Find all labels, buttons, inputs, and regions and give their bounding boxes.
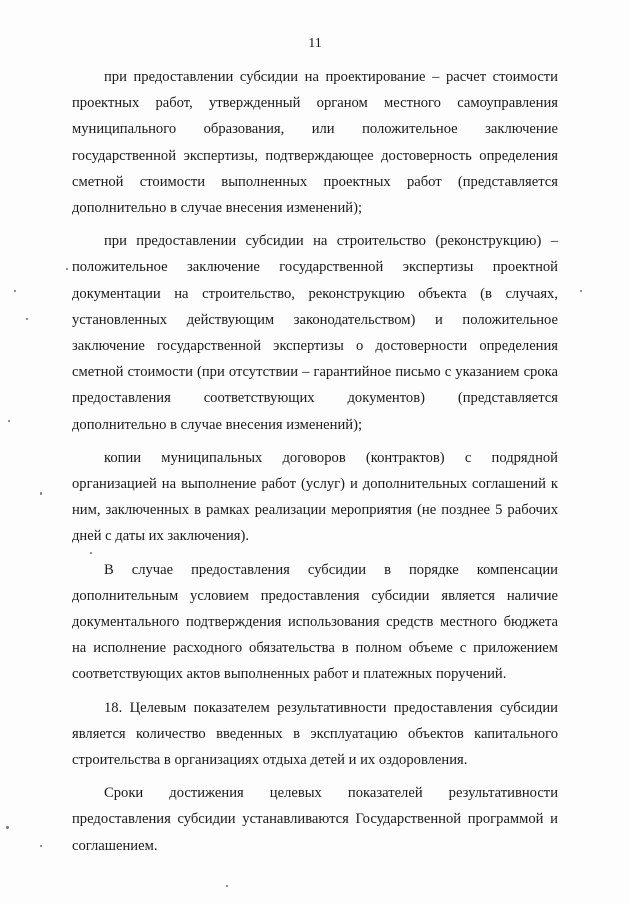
scan-speck [66, 268, 68, 270]
paragraph-target-indicator: 18. Целевым показателем результативности предоставления субсидии является количество введенных в эксплуатацию объектов капитального строительства в организациях отдыха детей и их оздоровления. [72, 699, 558, 769]
page-number: 11 [308, 36, 322, 51]
scan-speck [14, 290, 16, 292]
scan-speck [40, 492, 42, 495]
paragraph-deadlines: Сроки достижения целевых показателей результативности предоставления субсидии устанавливаются Государственной программой и соглашением. [72, 785, 558, 854]
scan-speck [90, 552, 92, 554]
paragraph-contract-copies: копии муниципальных договоров (контрактов) с подрядной организацией на выполнение работ (услуг) и дополнительных соглашений к ним, заключенных в рамках реализации мероприятия (не позднее 5 рабочих дней с даты их заключения). [72, 449, 558, 545]
scan-speck [40, 845, 42, 847]
paragraph-construction-subsidy: при предоставлении субсидии на строительство (реконструкцию) – положительное заключение государственной экспертизы проектной документации на строительство, реконструкцию объекта (в случаях, установленных действующим законодательством) и положительное заключение государственной экспертизы о достоверности определения сметной стоимости (при отсутствии – гарантийное письмо с указанием срока предоставления соответствующих документов) (представляется дополнительно в случае внесения изменений); [72, 233, 558, 433]
scan-speck [226, 885, 228, 887]
scan-speck [26, 318, 28, 320]
scan-speck [6, 826, 9, 829]
document-body [72, 64, 558, 866]
scan-speck [8, 420, 10, 422]
scan-speck [580, 290, 582, 292]
paragraph-design-subsidy: при предоставлении субсидии на проектирование – расчет стоимости проектных работ, утвержденный органом местного самоуправления муниципального образования, или положительное заключение государственной экспертизы, подтверждающее достоверность определения сметной стоимости выполненных проектных работ (представляется дополнительно в случае внесения изменений); [72, 69, 558, 217]
paragraph-compensation-condition: В случае предоставления субсидии в порядке компенсации дополнительным условием предоставления субсидии является наличие документального подтверждения использования средств местного бюджета на исполнение расходного обязательства в полном объеме с приложением соответствующих актов выполненных работ и платежных поручений. [72, 561, 558, 683]
